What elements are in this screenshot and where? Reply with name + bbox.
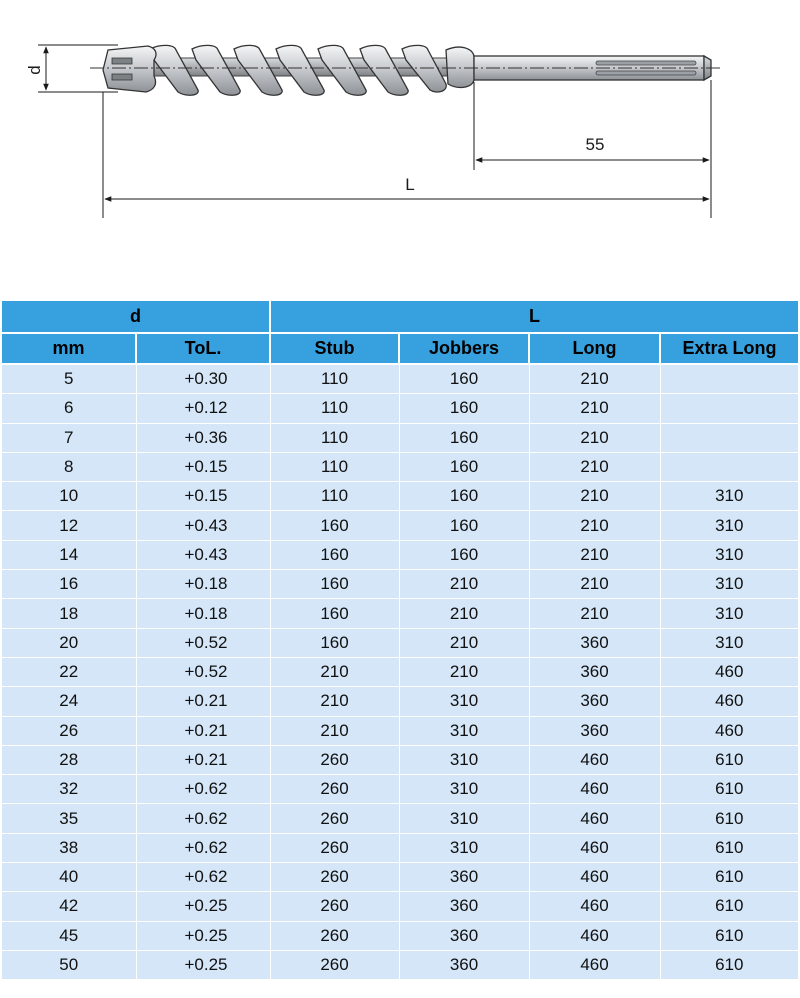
- cell-jobbers: 310: [399, 804, 529, 833]
- cell-stub: 210: [270, 716, 399, 745]
- cell-jobbers: 310: [399, 833, 529, 862]
- cell-stub: 260: [270, 921, 399, 950]
- cell-tolerance: +0.62: [136, 804, 270, 833]
- cell-long: 360: [529, 687, 660, 716]
- cell-extra-long: 310: [660, 511, 798, 540]
- cell-long: 210: [529, 423, 660, 452]
- cell-mm: 42: [2, 892, 136, 921]
- cell-mm: 8: [2, 452, 136, 481]
- cell-long: 360: [529, 716, 660, 745]
- cell-extra-long: 310: [660, 628, 798, 657]
- cell-extra-long: [660, 364, 798, 394]
- cell-jobbers: 360: [399, 921, 529, 950]
- cell-tolerance: +0.21: [136, 745, 270, 774]
- table-row: [2, 745, 798, 774]
- cell-long: 210: [529, 364, 660, 394]
- cell-jobbers: 360: [399, 892, 529, 921]
- table-row: [2, 921, 798, 950]
- cell-stub: 110: [270, 394, 399, 423]
- cell-stub: 110: [270, 452, 399, 481]
- cell-mm: 5: [2, 364, 136, 394]
- table-row: [2, 364, 798, 394]
- cell-extra-long: 610: [660, 892, 798, 921]
- cell-long: 210: [529, 482, 660, 511]
- cell-tolerance: +0.52: [136, 657, 270, 686]
- cell-jobbers: 360: [399, 950, 529, 979]
- cell-jobbers: 310: [399, 716, 529, 745]
- table-row: [2, 804, 798, 833]
- cell-long: 460: [529, 775, 660, 804]
- cell-jobbers: 160: [399, 511, 529, 540]
- cell-jobbers: 160: [399, 540, 529, 569]
- table-row: [2, 482, 798, 511]
- cell-tolerance: +0.25: [136, 921, 270, 950]
- cell-extra-long: [660, 423, 798, 452]
- cell-stub: 160: [270, 628, 399, 657]
- cell-tolerance: +0.62: [136, 833, 270, 862]
- dimension-d-label: d: [25, 65, 44, 75]
- cell-stub: 260: [270, 745, 399, 774]
- cell-mm: 22: [2, 657, 136, 686]
- cell-stub: 110: [270, 423, 399, 452]
- cell-jobbers: 210: [399, 628, 529, 657]
- cell-stub: 260: [270, 950, 399, 979]
- table-row: [2, 775, 798, 804]
- column-header-jobbers: Jobbers: [399, 333, 529, 364]
- cell-extra-long: 310: [660, 482, 798, 511]
- cell-tolerance: +0.25: [136, 950, 270, 979]
- cell-tolerance: +0.62: [136, 775, 270, 804]
- table-row: [2, 452, 798, 481]
- specification-table: [2, 301, 798, 980]
- table-row: [2, 892, 798, 921]
- cell-mm: 40: [2, 863, 136, 892]
- table-row: [2, 570, 798, 599]
- cell-jobbers: 160: [399, 452, 529, 481]
- column-header-stub: Stub: [270, 333, 399, 364]
- cell-tolerance: +0.62: [136, 863, 270, 892]
- cell-stub: 160: [270, 599, 399, 628]
- cell-extra-long: 610: [660, 745, 798, 774]
- table-row: [2, 716, 798, 745]
- cell-long: 210: [529, 570, 660, 599]
- cell-tolerance: +0.12: [136, 394, 270, 423]
- cell-jobbers: 360: [399, 863, 529, 892]
- table-row: [2, 657, 798, 686]
- cell-stub: 110: [270, 482, 399, 511]
- cell-stub: 260: [270, 833, 399, 862]
- cell-mm: 24: [2, 687, 136, 716]
- cell-mm: 35: [2, 804, 136, 833]
- table-row: [2, 628, 798, 657]
- cell-stub: 260: [270, 863, 399, 892]
- column-header-extra-long: Extra Long: [660, 333, 798, 364]
- cell-long: 460: [529, 804, 660, 833]
- cell-long: 210: [529, 452, 660, 481]
- cell-mm: 50: [2, 950, 136, 979]
- cell-mm: 10: [2, 482, 136, 511]
- cell-tolerance: +0.36: [136, 423, 270, 452]
- table-row: [2, 863, 798, 892]
- cell-tolerance: +0.15: [136, 452, 270, 481]
- cell-extra-long: 610: [660, 804, 798, 833]
- cell-stub: 260: [270, 804, 399, 833]
- table-row: [2, 833, 798, 862]
- cell-mm: 18: [2, 599, 136, 628]
- cell-tolerance: +0.15: [136, 482, 270, 511]
- cell-long: 460: [529, 950, 660, 979]
- group-header-l: L: [270, 301, 798, 333]
- cell-extra-long: 310: [660, 540, 798, 569]
- table-body: [2, 364, 798, 980]
- cell-jobbers: 310: [399, 745, 529, 774]
- dimension-length-label: L: [405, 175, 415, 194]
- cell-mm: 28: [2, 745, 136, 774]
- cell-stub: 210: [270, 657, 399, 686]
- column-header-tolerance: ToL.: [136, 333, 270, 364]
- table-header: [2, 301, 798, 364]
- cell-long: 210: [529, 511, 660, 540]
- cell-mm: 38: [2, 833, 136, 862]
- group-header-d: d: [2, 301, 270, 333]
- cell-extra-long: 310: [660, 599, 798, 628]
- cell-stub: 110: [270, 364, 399, 394]
- cell-long: 460: [529, 863, 660, 892]
- cell-stub: 160: [270, 511, 399, 540]
- table-row: [2, 394, 798, 423]
- table-row: [2, 687, 798, 716]
- cell-extra-long: 460: [660, 687, 798, 716]
- cell-extra-long: 310: [660, 570, 798, 599]
- cell-mm: 45: [2, 921, 136, 950]
- cell-jobbers: 160: [399, 394, 529, 423]
- cell-tolerance: +0.43: [136, 540, 270, 569]
- cell-long: 210: [529, 540, 660, 569]
- cell-extra-long: [660, 394, 798, 423]
- cell-stub: 260: [270, 775, 399, 804]
- cell-extra-long: [660, 452, 798, 481]
- cell-jobbers: 210: [399, 657, 529, 686]
- cell-tolerance: +0.21: [136, 687, 270, 716]
- cell-mm: 7: [2, 423, 136, 452]
- cell-mm: 12: [2, 511, 136, 540]
- cell-jobbers: 210: [399, 570, 529, 599]
- cell-stub: 260: [270, 892, 399, 921]
- cell-tolerance: +0.43: [136, 511, 270, 540]
- cell-extra-long: 610: [660, 833, 798, 862]
- cell-mm: 14: [2, 540, 136, 569]
- cell-jobbers: 160: [399, 423, 529, 452]
- cell-long: 210: [529, 394, 660, 423]
- cell-stub: 160: [270, 570, 399, 599]
- cell-mm: 20: [2, 628, 136, 657]
- drill-bit-body: [103, 45, 711, 95]
- cell-extra-long: 610: [660, 775, 798, 804]
- drill-bit-drawing: [0, 0, 800, 250]
- cell-tolerance: +0.21: [136, 716, 270, 745]
- table-row: [2, 599, 798, 628]
- cell-mm: 16: [2, 570, 136, 599]
- cell-mm: 6: [2, 394, 136, 423]
- cell-tolerance: +0.52: [136, 628, 270, 657]
- cell-long: 460: [529, 921, 660, 950]
- cell-jobbers: 310: [399, 687, 529, 716]
- cell-jobbers: 210: [399, 599, 529, 628]
- cell-mm: 26: [2, 716, 136, 745]
- cell-extra-long: 460: [660, 657, 798, 686]
- cell-tolerance: +0.18: [136, 570, 270, 599]
- cell-long: 460: [529, 892, 660, 921]
- cell-extra-long: 460: [660, 716, 798, 745]
- column-header-long: Long: [529, 333, 660, 364]
- cell-jobbers: 160: [399, 364, 529, 394]
- cell-tolerance: +0.30: [136, 364, 270, 394]
- table-row: [2, 423, 798, 452]
- cell-extra-long: 610: [660, 863, 798, 892]
- cell-long: 210: [529, 599, 660, 628]
- cell-tolerance: +0.25: [136, 892, 270, 921]
- table-row: [2, 540, 798, 569]
- dimension-shank-label: 55: [585, 135, 605, 154]
- cell-long: 460: [529, 745, 660, 774]
- table-row: [2, 950, 798, 979]
- cell-stub: 160: [270, 540, 399, 569]
- column-header-mm: mm: [2, 333, 136, 364]
- cell-long: 360: [529, 628, 660, 657]
- cell-tolerance: +0.18: [136, 599, 270, 628]
- cell-jobbers: 160: [399, 482, 529, 511]
- cell-extra-long: 610: [660, 921, 798, 950]
- cell-long: 360: [529, 657, 660, 686]
- table-row: [2, 511, 798, 540]
- cell-long: 460: [529, 833, 660, 862]
- cell-extra-long: 610: [660, 950, 798, 979]
- cell-stub: 210: [270, 687, 399, 716]
- cell-mm: 32: [2, 775, 136, 804]
- cell-jobbers: 310: [399, 775, 529, 804]
